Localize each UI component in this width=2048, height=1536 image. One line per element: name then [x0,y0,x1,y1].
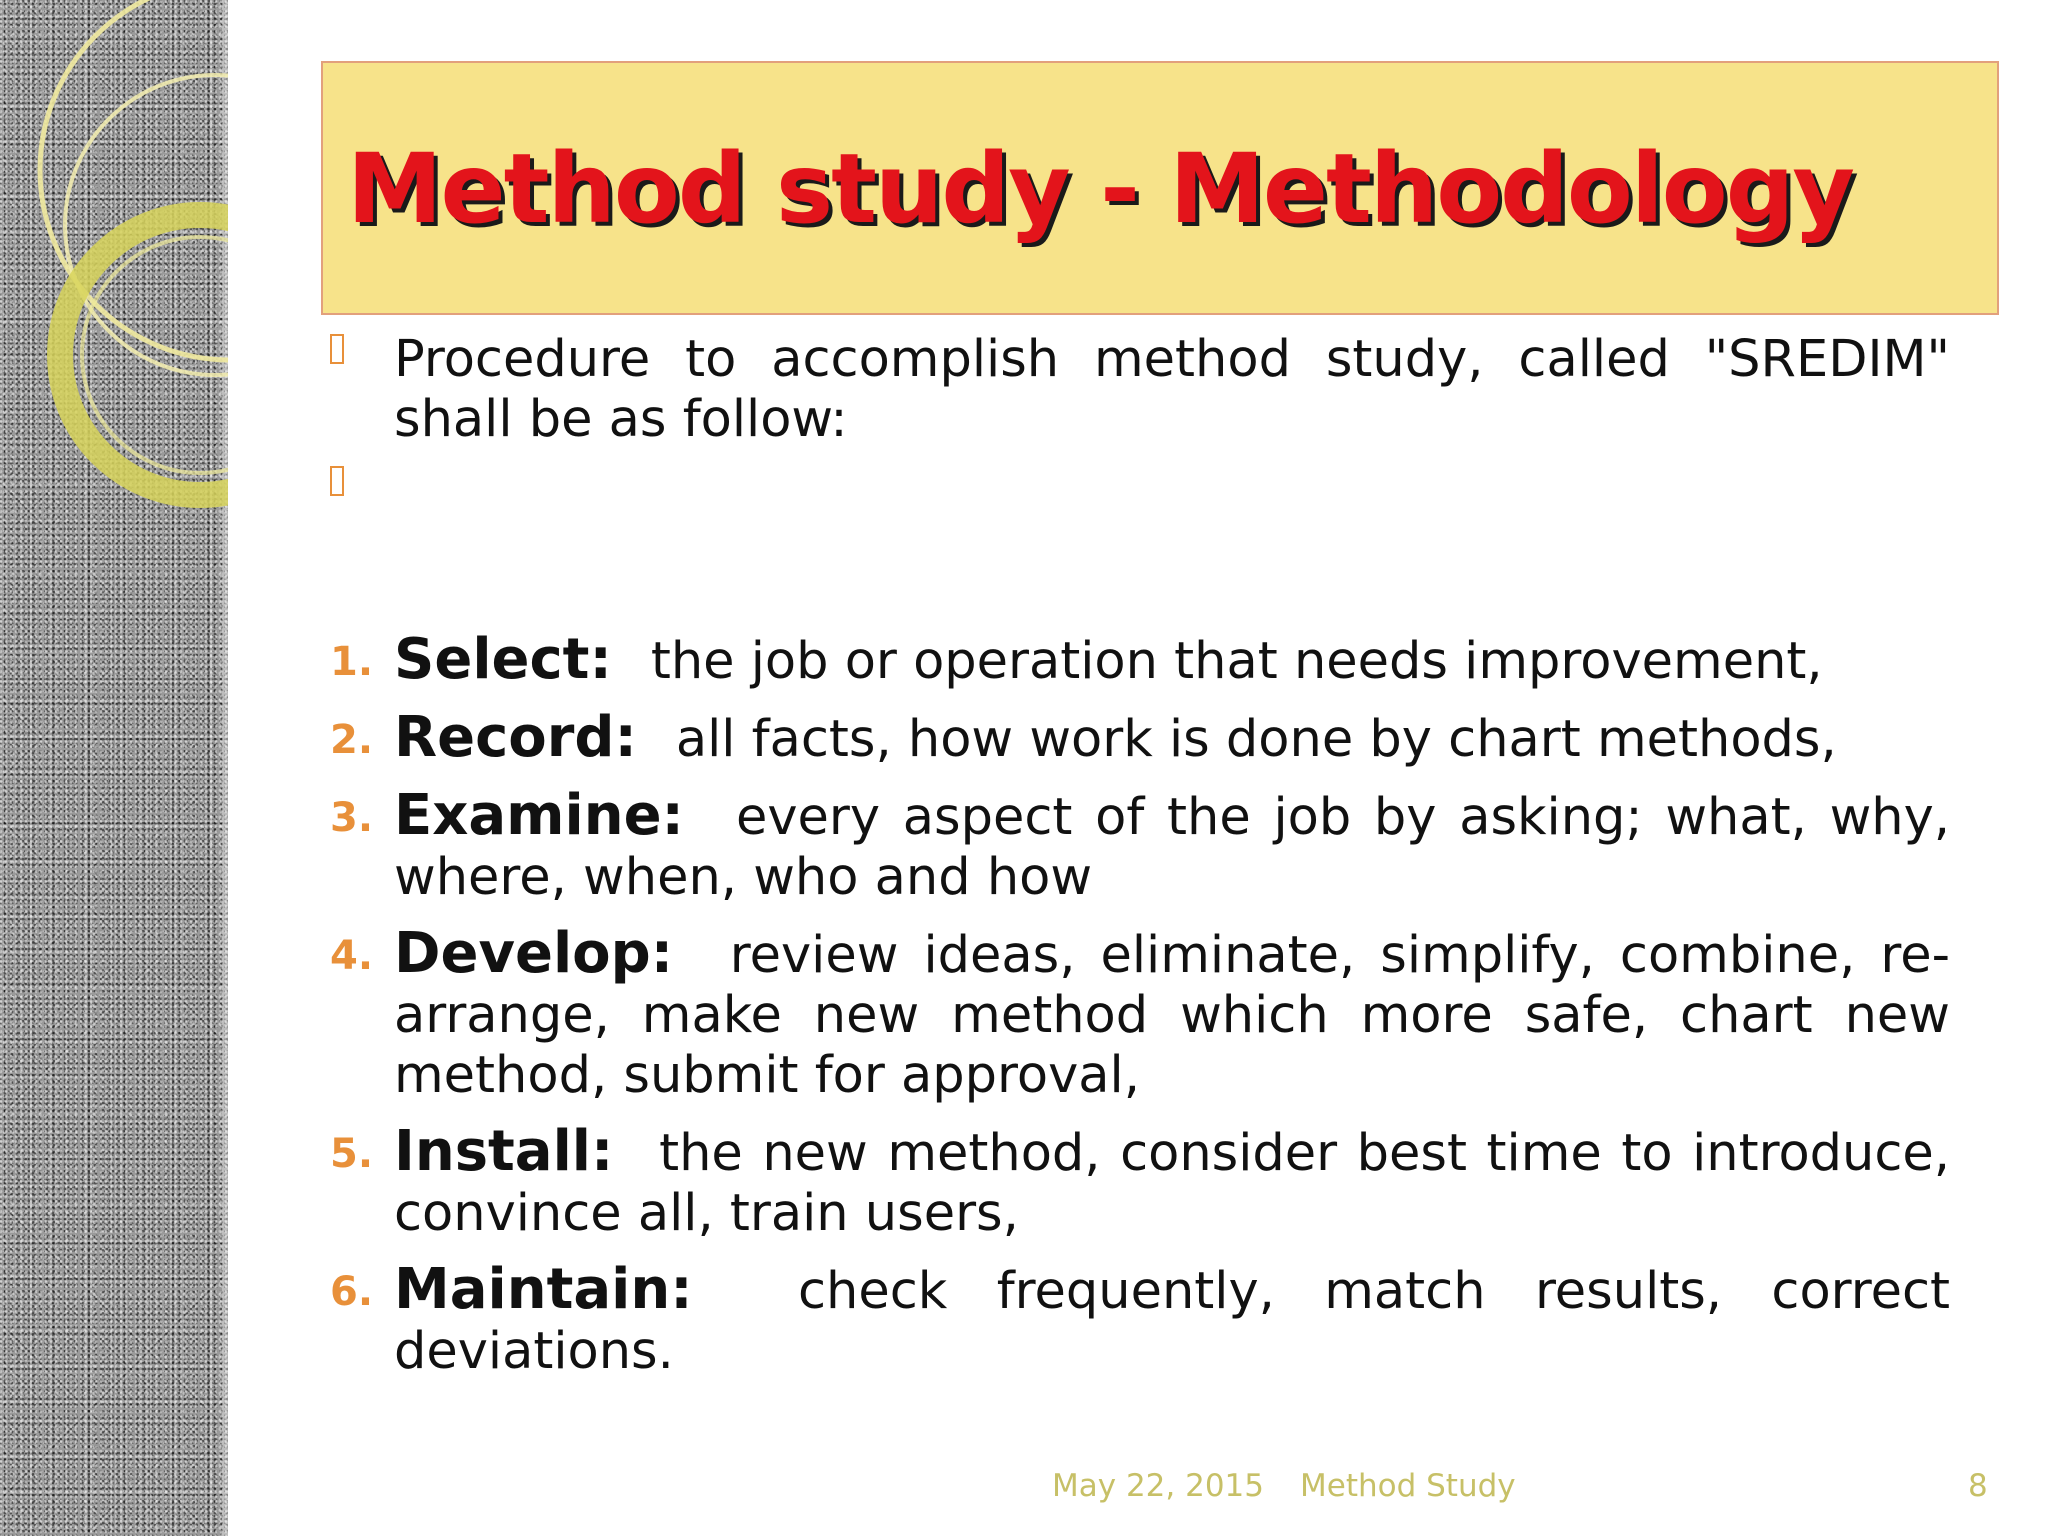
list-item-record [330,705,1950,770]
footer-title: Method Study [1300,1468,1516,1504]
step-description: the new method, consider best time to introduce, convince all, train users, [394,1124,1950,1243]
list-item-maintain [330,1257,1950,1382]
list-item-examine [330,783,1950,908]
step-description: review ideas, eliminate, simplify, combine, re-arrange, make new method which more safe, chart new method, submit for approval, [394,926,1950,1105]
slide-body [330,330,1950,1398]
step-number: 2. [330,717,374,763]
step-number: 1. [330,639,374,685]
step-number: 5. [330,1131,374,1177]
footer-date: May 22, 2015 [1052,1468,1264,1504]
step-term: Install: [394,1119,660,1184]
title-banner [321,61,1999,315]
step-description: the job or operation that needs improvement, [650,632,1823,691]
step-term: Develop: [394,921,730,986]
step-term: Record: [394,705,676,770]
decorative-rings [0,0,228,520]
bullet-square-icon [330,334,344,364]
step-term: Examine: [394,783,736,848]
list-item-develop [330,921,1950,1106]
list-item-select [330,627,1950,692]
step-description: every aspect of the job by asking; what, why, where, when, who and how [394,788,1950,907]
step-description: check frequently, match results, correct deviations. [394,1262,1950,1381]
step-term: Maintain: [394,1257,798,1322]
sredim-steps-list [330,627,1950,1382]
intro-bullet [330,330,1950,450]
step-term: Select: [394,627,651,692]
step-number: 4. [330,933,374,979]
step-description: all facts, how work is done by chart methods, [675,710,1837,769]
list-item-install [330,1119,1950,1244]
bullet-square-icon [330,466,344,496]
step-number: 6. [330,1269,374,1315]
slide-title: Method study - Methodology [347,133,1853,245]
step-number: 3. [330,795,374,841]
empty-bullet [330,462,1950,522]
intro-text: Procedure to accomplish method study, called "SREDIM" shall be as follow: [394,330,1950,449]
slide-number: 8 [1968,1468,1988,1504]
